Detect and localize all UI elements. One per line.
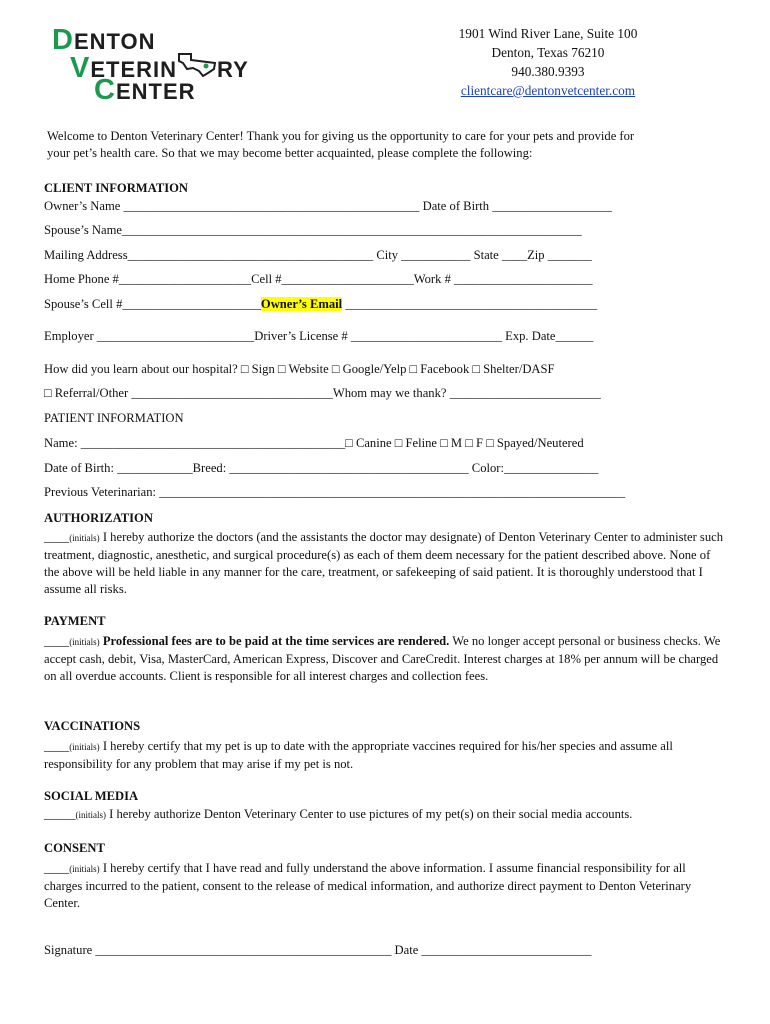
welcome-text: Welcome to Denton Veterinary Center! Thank you for giving us the opportunity to care for your pets and provide for your pet’s health care. So that we may become better acquainted, please complete the following: [47,129,635,160]
clinic-address [432,24,664,100]
vaccinations-initials-field[interactable]: ____ [44,739,70,753]
referral-other-field[interactable]: □ Referral/Other ________________________________Whom may we thank? ________________________ [44,386,601,400]
consent-heading: CONSENT [44,841,105,855]
owner-email-label: Owner’s Email [260,297,343,311]
logo-line-1: DENTON [52,24,156,56]
employer-license-field[interactable]: Employer _________________________Driver’s License # ________________________ Exp. Date______ [44,329,594,343]
clinic-logo [52,24,292,106]
patient-info-heading: PATIENT INFORMATION [44,411,184,425]
address-phone: 940.380.9393 [511,64,585,79]
authorization-initials-field[interactable]: ____ [44,530,70,544]
mailing-address-field[interactable]: Mailing Address_______________________________________ City ___________ State ____Zip _______ [44,248,592,262]
vaccinations-text: ____(initials) I hereby certify that my pet is up to date with the appropriate vaccines required for his/her species and assume all responsibility for any problem that may arise if my pet is not. [44,739,673,771]
spouse-name-field[interactable]: Spouse’s Name_________________________________________________________________________ [44,223,582,237]
address-city: Denton, Texas 76210 [491,45,605,60]
signature-date-field[interactable]: Signature _______________________________________________ Date ___________________________ [44,943,592,957]
vaccinations-heading: VACCINATIONS [44,719,141,733]
logo-line-2: VETERIN RY [70,52,249,84]
logo-line-3: CENTER [94,74,196,106]
previous-vet-field[interactable]: Previous Veterinarian: __________________________________________________________________________ [44,485,626,499]
owner-name-field[interactable]: Owner’s Name _______________________________________________ Date of Birth ___________________ [44,199,612,213]
patient-name-field[interactable]: Name: __________________________________________□ Canine □ Feline □ M □ F □ Spayed/Neutered [44,436,584,450]
social-media-heading: SOCIAL MEDIA [44,789,139,803]
consent-initials-field[interactable]: ____ [44,861,70,875]
consent-text: ____(initials) I hereby certify that I have read and fully understand the above information. I assume financial responsibility for all charges incurred to the patient, consent to the release of medical information, and authorize direct payment to Denton Veterinary Center. [44,861,692,910]
social-media-text: _____(initials) I hereby authorize Denton Veterinary Center to use pictures of my pet(s) on their social media accounts. [44,807,633,821]
address-street: 1901 Wind River Lane, Suite 100 [458,26,638,41]
payment-heading: PAYMENT [44,614,106,628]
social-initials-field[interactable]: _____ [44,807,76,821]
spouse-cell-email-row[interactable] [44,297,597,312]
texas-outline-icon [177,51,217,77]
phone-fields[interactable]: Home Phone #_____________________Cell #_____________________Work # ______________________ [44,272,593,286]
payment-initials-field[interactable]: ____ [44,634,70,648]
authorization-heading: AUTHORIZATION [44,511,153,525]
referral-source-options[interactable]: How did you learn about our hospital? □ Sign □ Website □ Google/Yelp □ Facebook □ Shelter/DASF [44,362,555,376]
owner-email-field[interactable]: ________________________________________ [342,297,598,311]
email-link[interactable]: clientcare@dentonvetcenter.com [460,83,636,98]
payment-text: ____(initials) Professional fees are to be paid at the time services are rendered. We no longer accept personal or business checks. We accept cash, debit, Visa, MasterCard, American Express, Discover and CareCredit. Interest charges at 18% per annum will be charged on all overdue accounts. Client is responsible for all interest charges and collection fees. [44,634,721,683]
spouse-cell-field[interactable]: Spouse’s Cell #______________________ [44,297,261,311]
patient-dob-breed-field[interactable]: Date of Birth: ____________Breed: ______________________________________ Color:_______________ [44,461,599,475]
client-info-heading: CLIENT INFORMATION [44,181,189,195]
authorization-text: ____(initials) I hereby authorize the doctors (and the assistants the doctor may designate) of Denton Veterinary Center to administer such treatment, diagnostic, anesthetic, and surgical procedure(s) as each of them deem necessary for the patient described above. None of the above will be held liable in any manner for the care, treatment, or safekeeping of said patient. It is thoroughly understood that I assume all risks. [44,530,724,596]
